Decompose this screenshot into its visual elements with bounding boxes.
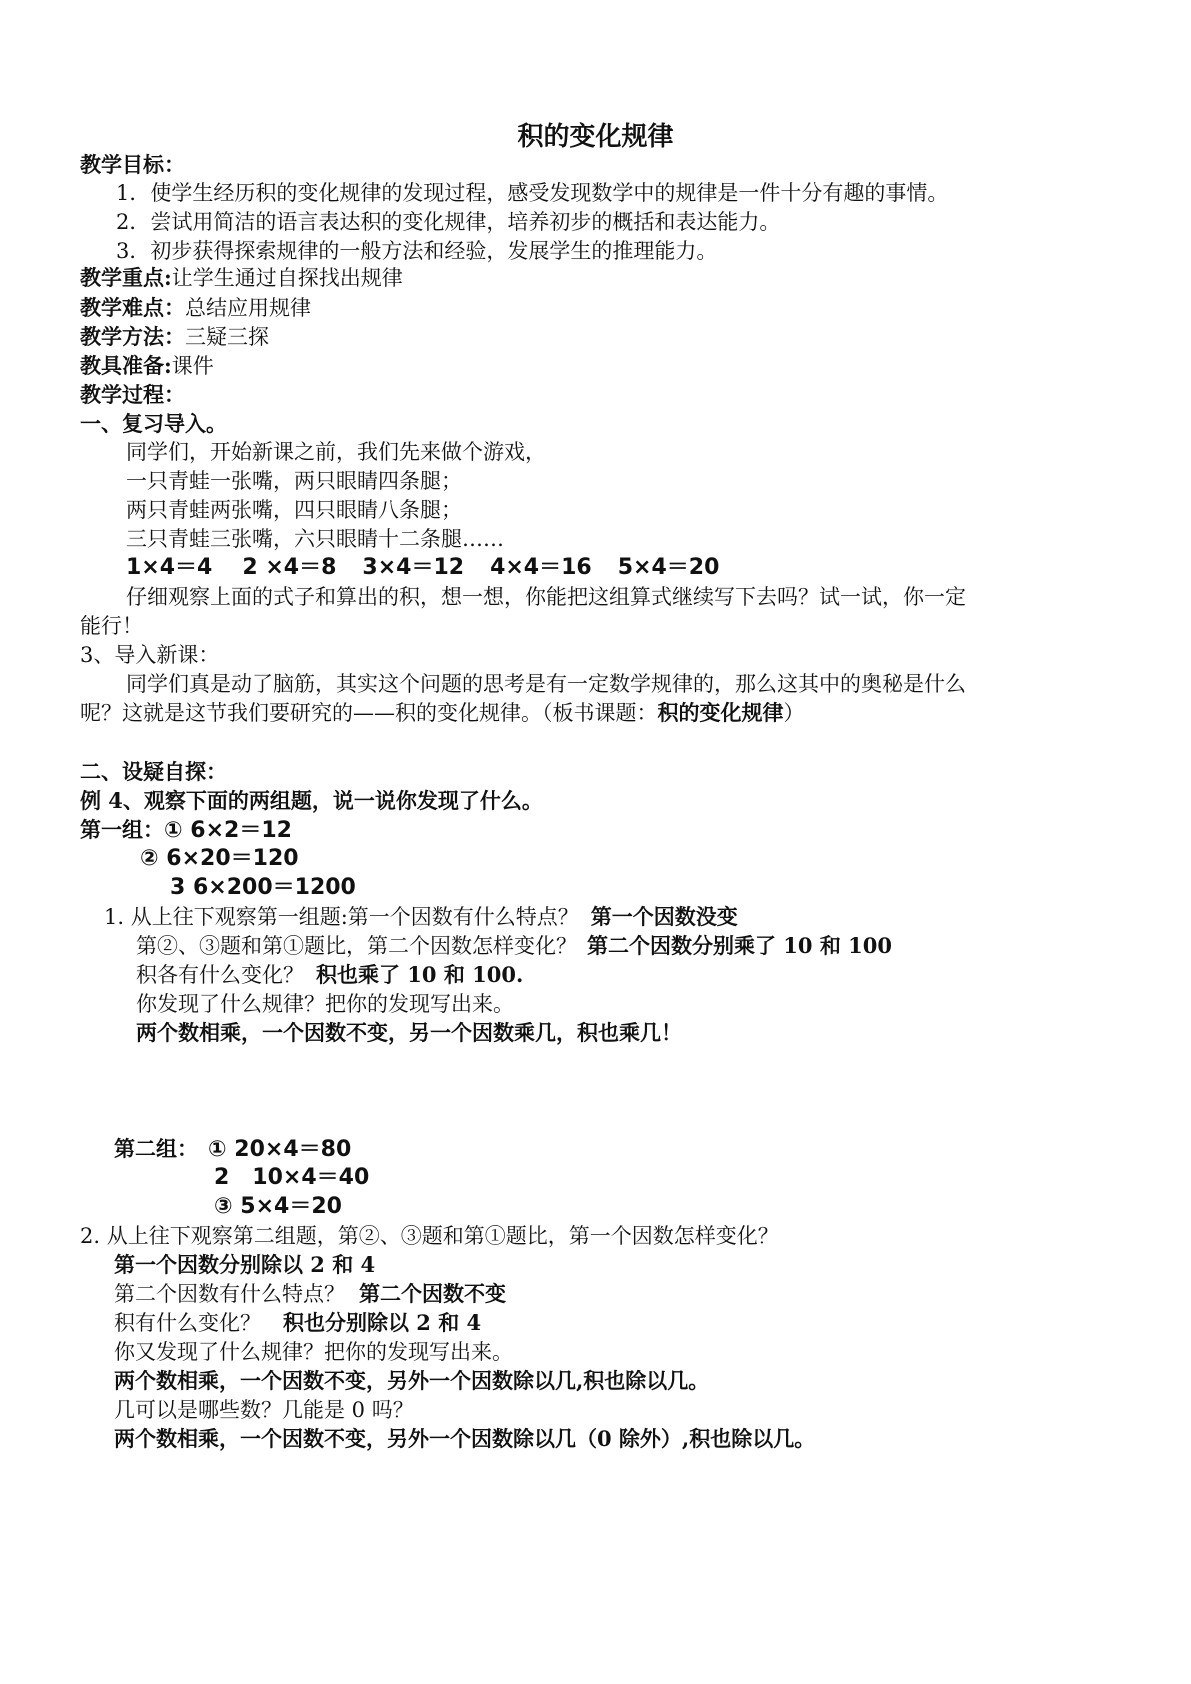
equation-2: 2 ×4＝8	[242, 555, 337, 580]
section2-heading: 二、设疑自探：	[80, 759, 227, 784]
q1-line-1-question: 1. 从上往下观察第一组题:第一个因数有什么特点？	[104, 905, 579, 929]
q1-line-2-question: 第②、③题和第①题比，第二个因数怎样变化？	[136, 934, 577, 958]
section1-line-1: 同学们，开始新课之前，我们先来做个游戏，	[126, 440, 546, 464]
method-text: 三疑三探	[185, 325, 269, 349]
focus-label: 教学重点:	[80, 265, 172, 290]
group1-eq-3: 3 6×200＝1200	[170, 875, 356, 900]
intro-line-2-prefix: 呢？这就是这节我们要研究的——积的变化规律。（板书课题：	[80, 701, 658, 725]
difficulty-line	[80, 293, 311, 323]
section1-line-4: 三只青蛙三张嘴，六只眼睛十二条腿……	[126, 527, 504, 551]
section1-heading: 一、复习导入。	[80, 411, 227, 436]
q1-line-4: 你发现了什么规律？把你的发现写出来。	[136, 992, 514, 1016]
group2-eq-2: 2 10×4＝40	[214, 1165, 370, 1190]
group2-eq-1: ① 20×4＝80	[208, 1137, 352, 1162]
q2-line-1-answer: 第一个因数分别除以 2 和 4	[114, 1252, 376, 1277]
q2-line-3-question: 积有什么变化？	[114, 1311, 261, 1335]
q2-line-2	[114, 1279, 506, 1309]
intro-line-2-bold: 积的变化规律	[657, 700, 784, 725]
tools-label: 教具准备:	[80, 353, 172, 378]
tools-text: 课件	[171, 354, 214, 378]
q2-line-4: 你又发现了什么规律？把你的发现写出来。	[114, 1340, 513, 1364]
equation-1: 1×4＝4	[126, 555, 213, 580]
equation-3: 3×4＝12	[362, 555, 465, 580]
sub3-heading: 3、导入新课：	[80, 643, 220, 667]
method-line	[80, 322, 269, 352]
q1-line-2	[136, 931, 892, 961]
equation-5: 5×4＝20	[617, 555, 720, 580]
equation-4: 4×4＝16	[490, 555, 592, 580]
q2-line-2-answer: 第二个因数不变	[359, 1281, 506, 1306]
process-label: 教学过程：	[80, 382, 185, 407]
q1-line-3-answer: 积也乘了 10 和 100.	[316, 962, 524, 987]
q1-line-1-answer: 第一个因数没变	[590, 904, 738, 929]
group2-row-1	[114, 1134, 351, 1165]
difficulty-text: 总结应用规律	[185, 296, 311, 320]
q1-line-1	[104, 902, 738, 932]
q2-rule-1: 两个数相乘，一个因数不变，另外一个因数除以几,积也除以几。	[114, 1368, 710, 1393]
example-heading: 例 4、观察下面的两组题，说一说你发现了什么。	[80, 788, 543, 813]
group2-label: 第二组：	[114, 1136, 198, 1161]
q2-line-3	[114, 1308, 481, 1338]
q2-line-3-answer: 积也分别除以 2 和 4	[283, 1310, 482, 1335]
observe-para-line-2: 能行！	[80, 614, 143, 638]
method-label: 教学方法：	[80, 324, 185, 349]
q1-line-3-question: 积各有什么变化？	[136, 963, 304, 987]
section1-line-2: 一只青蛙一张嘴，两只眼睛四条腿；	[126, 469, 462, 493]
tools-line	[80, 351, 214, 381]
goal-item-3: 3．初步获得探索规律的一般方法和经验，发展学生的推理能力。	[116, 239, 718, 263]
q1-line-2-answer: 第二个因数分别乘了 10 和 100	[587, 933, 892, 958]
goal-item-2: 2．尝试用简洁的语言表达积的变化规律，培养初步的概括和表达能力。	[116, 210, 781, 234]
q1-line-3	[136, 960, 523, 990]
q2-line-2-question: 第二个因数有什么特点？	[114, 1282, 345, 1306]
q2-rule-2: 两个数相乘，一个因数不变，另外一个因数除以几（0 除外）,积也除以几。	[114, 1426, 816, 1451]
group1-eq-1: ① 6×2＝12	[164, 818, 292, 843]
group1-eq-2: ② 6×20＝120	[140, 846, 299, 871]
observe-para-line-1: 仔细观察上面的式子和算出的积，想一想，你能把这组算式继续写下去吗？试一试，你一定	[126, 585, 966, 609]
intro-line-2	[80, 698, 805, 728]
q2-line-1: 2. 从上往下观察第二组题，第②、③题和第①题比，第一个因数怎样变化？	[80, 1224, 779, 1248]
focus-line	[80, 263, 403, 293]
q1-rule: 两个数相乘，一个因数不变，另一个因数乘几，积也乘几！	[136, 1020, 682, 1045]
difficulty-label: 教学难点：	[80, 295, 185, 320]
focus-text: 让学生通过自探找出规律	[171, 266, 403, 290]
intro-line-2-suffix: ）	[783, 701, 805, 725]
q2-line-5: 几可以是哪些数？几能是 0 吗？	[114, 1398, 414, 1422]
page-title: 积的变化规律	[517, 122, 674, 152]
goals-label: 教学目标：	[80, 152, 185, 177]
equation-row	[126, 553, 719, 583]
intro-line-1: 同学们真是动了脑筋，其实这个问题的思考是有一定数学规律的，那么这其中的奥秘是什么	[126, 672, 966, 696]
group1-label: 第一组：	[80, 817, 164, 842]
group1-row-1	[80, 815, 292, 846]
goal-item-1: 1．使学生经历积的变化规律的发现过程，感受发现数学中的规律是一件十分有趣的事情。	[116, 181, 949, 205]
group2-eq-3: ③ 5×4＝20	[214, 1194, 342, 1219]
section1-line-3: 两只青蛙两张嘴，四只眼睛八条腿；	[126, 498, 462, 522]
